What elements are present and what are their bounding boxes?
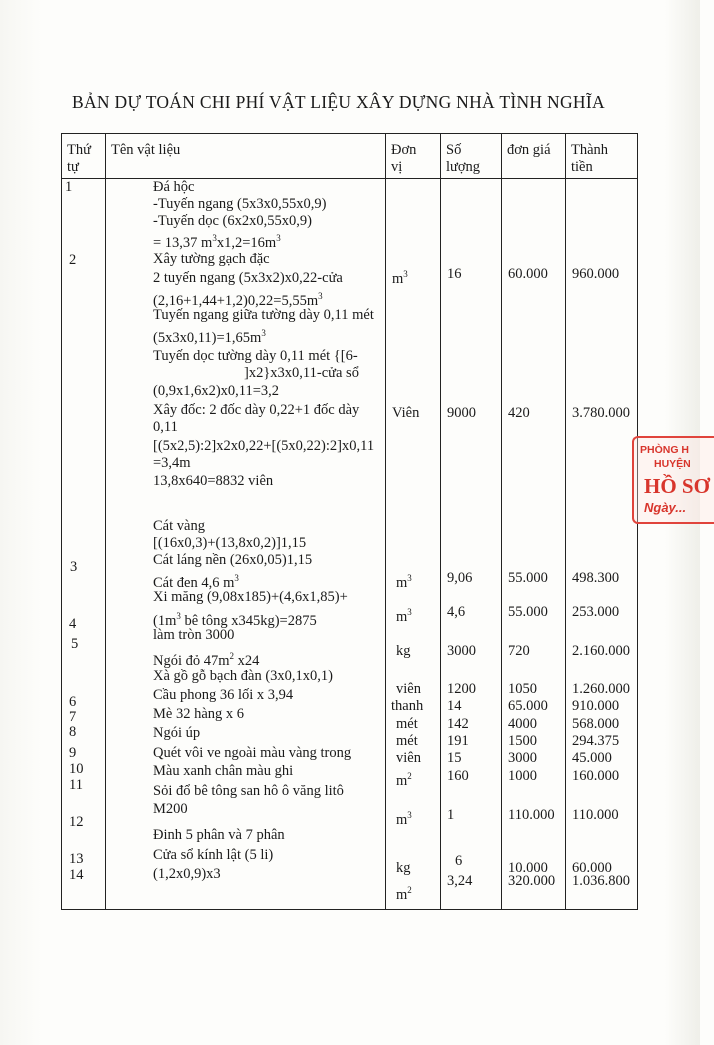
qty-line: 142 <box>447 716 469 732</box>
name-line: $(5x3x0,11)=1,65m^3$ <box>153 328 266 346</box>
total-line: 294.375 <box>572 733 620 749</box>
name-line: Quét vôi ve ngoài màu vàng trong <box>153 745 352 761</box>
price-line: 720 <box>508 643 530 659</box>
stt-line: 10 <box>69 761 84 777</box>
qty-line: 1 <box>447 807 455 823</box>
qty-line: 16 <box>447 266 462 282</box>
total-line: 960.000 <box>572 266 620 282</box>
total-line: 60.000 <box>572 860 612 876</box>
stamp-line-4: Ngày... <box>644 500 687 515</box>
total-line: 1.036.800 <box>572 873 630 889</box>
unit-line: viên <box>396 681 421 697</box>
name-line: Tuyến dọc tường dày 0,11 mét {[6- <box>153 348 358 364</box>
stt-line: 3 <box>70 559 78 575</box>
unit-column <box>386 179 440 909</box>
header-price: đơn giá <box>502 134 566 179</box>
unit-line: kg <box>396 860 411 876</box>
name-line: Xà gồ gỗ bạch đàn (3x0,1x0,1) <box>153 668 333 684</box>
total-line: 45.000 <box>572 750 612 766</box>
materials-table <box>61 133 638 910</box>
stt-line: 11 <box>69 777 83 793</box>
name-line: Sỏi đổ bê tông san hô ô văng litô <box>153 783 344 799</box>
stt-line: 2 <box>69 252 77 268</box>
total-line: 1.260.000 <box>572 681 630 697</box>
total-column <box>566 179 637 909</box>
total-line: 253.000 <box>572 604 620 620</box>
name-line: Đá hộc <box>153 179 195 195</box>
unit-line: $m^3$ <box>396 573 412 591</box>
name-line: ($1m^3$ bê tông x345kg)=2875 <box>153 611 317 629</box>
name-line: Cầu phong 36 lối x 3,94 <box>153 687 294 703</box>
name-line: Cửa sổ kính lật (5 li) <box>153 847 274 863</box>
qty-line: 191 <box>447 733 469 749</box>
price-line: 4000 <box>508 716 537 732</box>
name-line: = 13,37 $m^3x1,2=16m^3$ <box>153 233 281 251</box>
total-line: 160.000 <box>572 768 620 784</box>
qty-column <box>441 179 501 909</box>
name-line: Xây đốc: 2 đốc dày 0,22+1 đốc dày <box>153 402 360 418</box>
total-line: 568.000 <box>572 716 620 732</box>
unit-line: $m^3$ <box>396 810 412 828</box>
unit-line: $m^2$ <box>396 885 412 903</box>
price-line: 55.000 <box>508 604 548 620</box>
unit-line: $m^3$ <box>392 269 408 287</box>
name-line: Cát láng nền (26x0,05)1,15 <box>153 552 313 568</box>
price-line: 1000 <box>508 768 537 784</box>
name-column <box>106 179 385 909</box>
header-unit: Đơn vị <box>386 134 441 179</box>
name-line: ]x2}x3x0,11-cửa sổ <box>244 365 359 381</box>
name-line: -Tuyến dọc (6x2x0,55x0,9) <box>153 213 312 229</box>
name-line: [(5x2,5):2]x2x0,22+[(5x0,22):2]x0,11 <box>153 438 375 454</box>
header-name: Tên vật liệu <box>106 134 386 179</box>
stt-line: 8 <box>69 724 77 740</box>
name-line: Ngói đỏ $47m^2$ x24 <box>153 651 260 669</box>
stt-line: 6 <box>69 694 77 710</box>
price-line: 10.000 <box>508 860 548 876</box>
total-line: 3.780.000 <box>572 405 630 421</box>
qty-line: 15 <box>447 750 462 766</box>
unit-line: kg <box>396 643 411 659</box>
header-total: Thành tiền <box>566 134 638 179</box>
price-line: 320.000 <box>508 873 556 889</box>
qty-line: 1200 <box>447 681 476 697</box>
name-line: (0,9x1,6x2)x0,11=3,2 <box>153 383 280 399</box>
name-line: làm tròn 3000 <box>153 627 235 643</box>
stt-line: 7 <box>69 709 77 725</box>
name-line: =3,4m <box>153 455 191 471</box>
stt-line: 12 <box>69 814 84 830</box>
header-stt: Thứ tự <box>62 134 106 179</box>
price-line: 1050 <box>508 681 537 697</box>
name-line: Xi măng (9,08x185)+(4,6x1,85)+ <box>153 589 348 605</box>
name-line: [(16x0,3)+(13,8x0,2)]1,15 <box>153 535 307 551</box>
stamp-line-1: PHÒNG H <box>640 444 690 456</box>
total-line: 910.000 <box>572 698 620 714</box>
name-line: Đinh 5 phân và 7 phân <box>153 827 285 843</box>
stt-line: 5 <box>71 636 79 652</box>
qty-line: 3000 <box>447 643 476 659</box>
page-title: BẢN DỰ TOÁN CHI PHÍ VẬT LIỆU XÂY DỰNG NHÀ TÌNH NGHĨA <box>72 92 605 112</box>
price-line: 1500 <box>508 733 537 749</box>
name-line: Ngói úp <box>153 725 201 741</box>
qty-line: 160 <box>447 768 469 784</box>
stamp-line-2: HUYỆN <box>654 458 691 470</box>
name-line: Tuyến ngang giữa tường dày 0,11 mét <box>153 307 374 323</box>
qty-line: 14 <box>447 698 462 714</box>
price-line: 110.000 <box>508 807 555 823</box>
stt-column <box>62 179 105 909</box>
header-qty: Số lượng <box>441 134 502 179</box>
unit-line: $m^2$ <box>396 771 412 789</box>
name-line: 2 tuyến ngang (5x3x2)x0,22-cửa <box>153 270 343 286</box>
qty-line: 3,24 <box>447 873 473 889</box>
price-line: 60.000 <box>508 266 548 282</box>
price-column <box>502 179 565 909</box>
stt-line: 4 <box>69 616 77 632</box>
stt-line: 13 <box>69 851 84 867</box>
stamp-line-3: HỒ SƠ <box>644 474 710 498</box>
unit-line: mét <box>396 716 418 732</box>
name-line: Xây tường gạch đặc <box>153 251 270 267</box>
table-body-row <box>62 179 638 910</box>
qty-line: 6 <box>455 853 463 869</box>
price-line: 420 <box>508 405 530 421</box>
stt-line: 14 <box>69 867 84 883</box>
stt-line: 1 <box>65 179 73 195</box>
name-line: Màu xanh chân màu ghi <box>153 763 294 779</box>
unit-line: thanh <box>391 698 424 714</box>
unit-line: mét <box>396 733 418 749</box>
price-line: 65.000 <box>508 698 548 714</box>
stt-line: 9 <box>69 745 77 761</box>
name-line: Cát đen 4,6 $m^3$ <box>153 573 239 591</box>
name-line: Cát vàng <box>153 518 205 534</box>
name-line: 13,8x640=8832 viên <box>153 473 274 489</box>
qty-line: 4,6 <box>447 604 466 620</box>
unit-line: $m^3$ <box>396 607 412 625</box>
total-line: 2.160.000 <box>572 643 630 659</box>
name-line: -Tuyến ngang (5x3x0,55x0,9) <box>153 196 327 212</box>
red-stamp <box>632 436 714 524</box>
table-header-row <box>62 134 638 179</box>
unit-line: Viên <box>392 405 420 421</box>
name-line: (1,2x0,9)x3 <box>153 866 221 882</box>
qty-line: 9,06 <box>447 570 473 586</box>
price-line: 3000 <box>508 750 537 766</box>
name-line: Mè 32 hàng x 6 <box>153 706 245 722</box>
total-line: 498.300 <box>572 570 620 586</box>
name-line: $(2,16+1,44+1,2)0,22=5,55m^3$ <box>153 291 323 309</box>
name-line: 0,11 <box>153 419 178 435</box>
total-line: 110.000 <box>572 807 619 823</box>
name-line: M200 <box>153 801 188 817</box>
unit-line: viên <box>396 750 421 766</box>
qty-line: 9000 <box>447 405 476 421</box>
price-line: 55.000 <box>508 570 548 586</box>
